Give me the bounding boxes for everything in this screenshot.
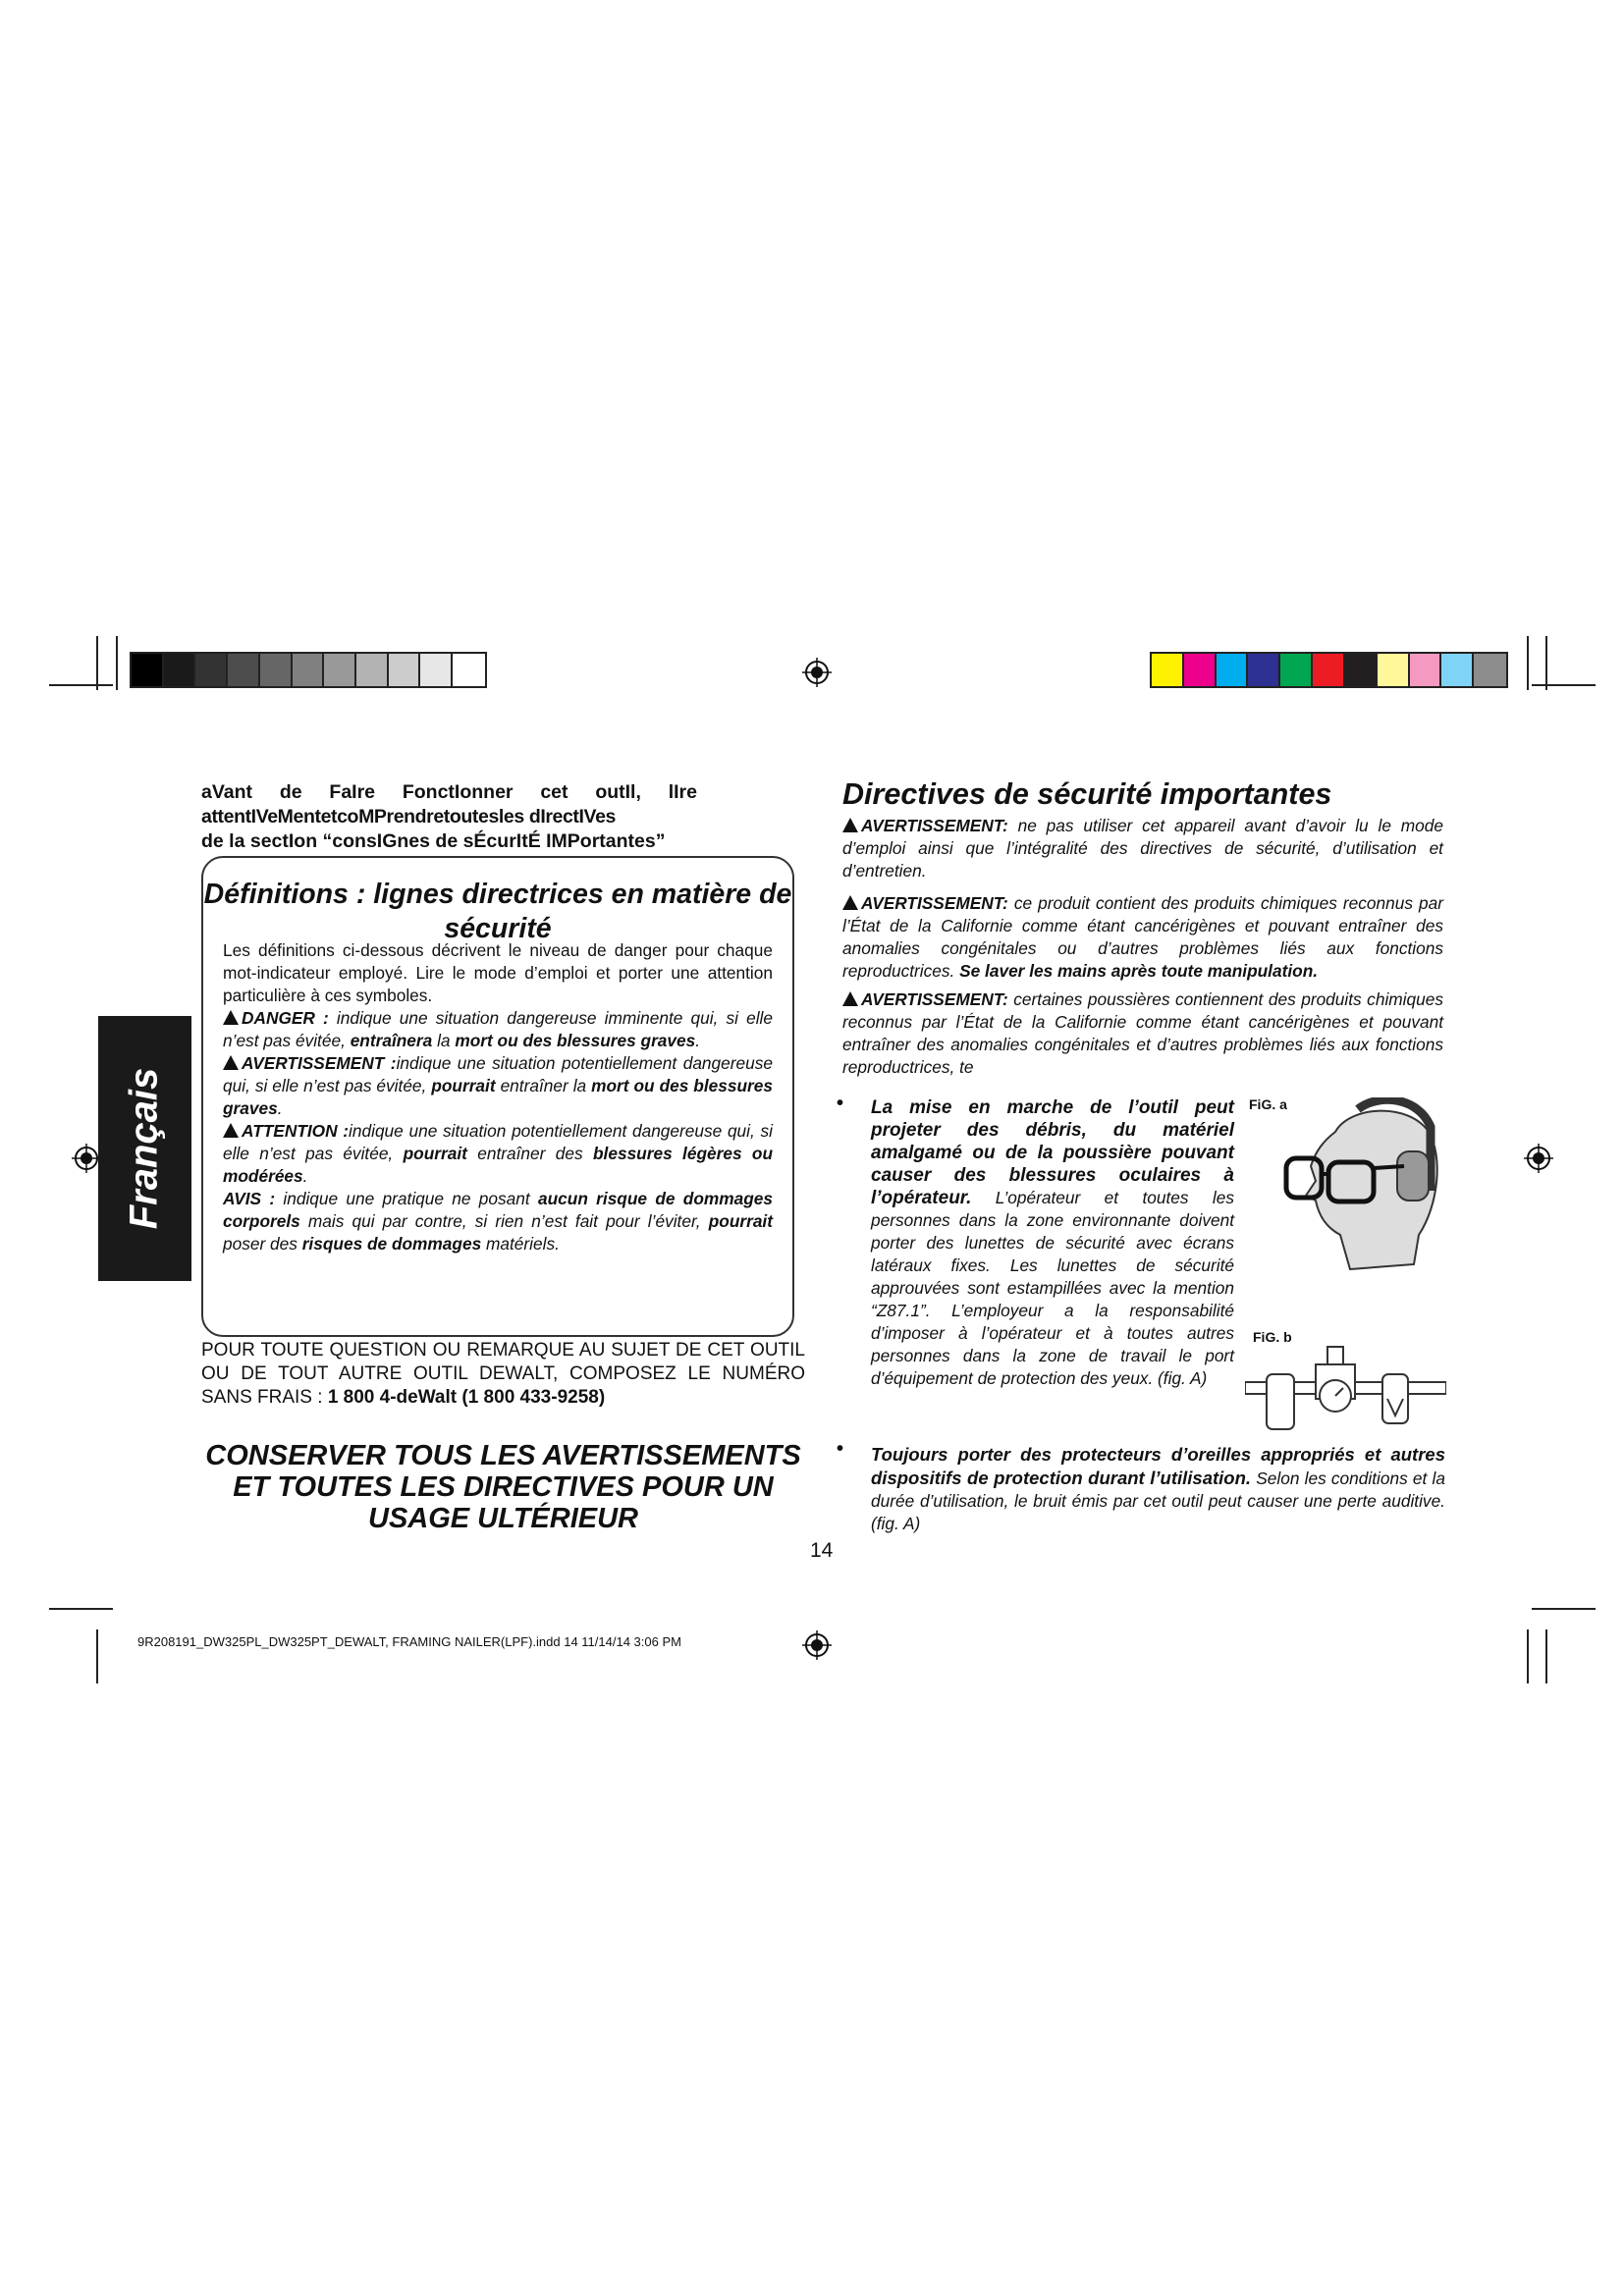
attention-text: indique une situation potentiellement dangereuse qui, si elle n’est pas évitée, [223, 1121, 773, 1163]
avertissement-text: indique une situation potentiellement dangereuse qui, si elle n’est pas évitée, [223, 1053, 773, 1095]
avis-text: mais qui par contre, si rien n’est fait pour l’éviter, [299, 1211, 709, 1231]
avertissement-bold: pourrait [431, 1076, 496, 1095]
avis-text: poser des [223, 1234, 302, 1254]
warning-label: AVERTISSEMENT: [861, 816, 1008, 835]
danger-definition [223, 1007, 773, 1052]
bullet-icon: • [837, 1093, 844, 1114]
attention-bold: blessures légères ou modérées [223, 1144, 774, 1186]
warning-3 [842, 988, 1443, 1079]
color-swatch [195, 654, 228, 686]
color-swatch [453, 654, 485, 686]
definitions-title-text: Définitions : lignes directrices en matière de sécurité [203, 879, 792, 944]
figure-b-label: FiG. b [1253, 1329, 1292, 1345]
warning-icon [223, 1010, 239, 1025]
safety-glasses-figure [1281, 1097, 1443, 1270]
color-swatch [1345, 654, 1378, 686]
danger-text: . [695, 1031, 701, 1050]
color-swatch [356, 654, 389, 686]
crop-mark [116, 636, 118, 690]
color-swatch [260, 654, 293, 686]
definitions-body [223, 939, 773, 1255]
crop-mark [1545, 1629, 1547, 1683]
left-header-word: lIre [668, 781, 697, 803]
danger-bold: mort ou des blessures graves [455, 1031, 696, 1050]
left-header-word: outIl, [595, 781, 641, 803]
color-swatch [1441, 654, 1474, 686]
attention-text: entraîner des [466, 1144, 593, 1163]
color-swatch [1248, 654, 1280, 686]
warning-icon [223, 1123, 239, 1138]
bullet-ear-protection [871, 1443, 1445, 1535]
color-swatch [1217, 654, 1249, 686]
definitions-box [201, 856, 794, 1337]
left-header [201, 780, 697, 854]
attention-text: . [302, 1166, 308, 1186]
page-number: 14 [810, 1539, 834, 1562]
warning-label: AVERTISSEMENT: [861, 989, 1008, 1009]
warning-1 [842, 815, 1443, 882]
conserver-heading: CONSERVER TOUS LES AVERTISSEMENTS ET TOUTES LES DIRECTIVES POUR UN USAGE ULTÉRIEUR [205, 1440, 801, 1534]
crop-mark [1527, 636, 1529, 690]
bullet-text: Selon les conditions et la durée d’utilisation, le bruit émis par cet outil peut causer une perte auditive. (fig. A) [871, 1468, 1445, 1533]
warning-text: ce produit contient des produits chimiques reconnus par l’État de la Californie comme étant cancérigènes et pouvant entraîner des anomalies congénitales ou d’autres problèmes liés aux fonctions reproductrices. [842, 893, 1443, 981]
warning-icon [842, 818, 858, 832]
definitions-title [203, 878, 792, 946]
avis-text: . [555, 1234, 560, 1254]
warning-bold: Se laver les mains après toute manipulation. [959, 961, 1319, 981]
crop-mark [49, 684, 113, 686]
left-header-line3: de la sectIon “consIGnes de sÉcurItÉ IMPortantes” [201, 830, 666, 852]
color-swatch [164, 654, 196, 686]
avertissement-bold: mort ou des blessures graves [223, 1076, 773, 1118]
danger-text: la [432, 1031, 456, 1050]
color-swatch [389, 654, 421, 686]
warning-icon [842, 991, 858, 1006]
danger-text: indique une situation dangereuse imminente qui, si elle n’est pas évitée, [223, 1008, 773, 1050]
color-swatch [420, 654, 453, 686]
crop-mark [1532, 1608, 1596, 1610]
color-swatch [1184, 654, 1217, 686]
definitions-intro: Les définitions ci-dessous décrivent le niveau de danger pour chaque mot-indicateur employé. Lire le mode d’emploi et porter une attention particulière à ces symboles. [223, 940, 773, 1005]
warning-icon [842, 895, 858, 910]
right-title: Directives de sécurité importantes [842, 777, 1332, 811]
avis-text: matériels [481, 1234, 556, 1254]
attention-label: ATTENTION : [242, 1121, 350, 1141]
grayscale-bar [130, 652, 487, 688]
bullet-eye-protection [871, 1096, 1234, 1390]
color-swatch [1152, 654, 1184, 686]
registration-mark-icon [1524, 1144, 1553, 1173]
danger-bold: entraînera [350, 1031, 433, 1050]
print-footer: 9R208191_DW325PL_DW325PT_DEWALT, FRAMING NAILER(LPF).indd 14 11/14/14 3:06 PM [137, 1634, 681, 1649]
phone-paragraph [201, 1339, 805, 1410]
left-header-word: FaIre [329, 781, 376, 803]
danger-label: DANGER : [242, 1008, 329, 1028]
avertissement-definition [223, 1052, 773, 1120]
crop-mark [1527, 1629, 1529, 1683]
bullet-text: L’opérateur et toutes les personnes dans la zone environnante doivent porter des lunettes de sécurité avec écrans latéraux fixes. Les lunettes de sécurité approuvées sont estampillées avec la mention “Z87.1”. L’employeur a la responsabilité d’imposer à l’opérateur et à toutes autres personnes dans la zone de travail le port d’équipement de protection des yeux. (fig. A) [871, 1188, 1234, 1388]
warning-icon [223, 1055, 239, 1070]
color-swatch [1474, 654, 1506, 686]
crop-mark [1532, 684, 1596, 686]
registration-mark-icon [72, 1144, 101, 1173]
avis-bold: pourrait [708, 1211, 773, 1231]
warning-label: AVERTISSEMENT: [861, 893, 1008, 913]
registration-mark-icon [802, 1630, 832, 1660]
crop-mark [96, 1629, 98, 1683]
bullet-bold: La mise en marche de l’outil peut projeter des débris, du matériel amalgamé ou de la poussière pouvant causer des blessures oculaires à l’opérateur. [871, 1097, 1234, 1208]
color-swatch [132, 654, 164, 686]
registration-mark-icon [802, 658, 832, 687]
language-tab-label: Français [122, 1067, 166, 1230]
avertissement-label: AVERTISSEMENT : [242, 1053, 397, 1073]
color-swatch [1280, 654, 1313, 686]
bullet-bold: Toujours porter des protecteurs d’oreilles appropriés et autres dispositifs de protection durant l’utilisation. [871, 1444, 1445, 1488]
figure-a-label: FiG. a [1249, 1096, 1287, 1112]
color-bar [1150, 652, 1508, 688]
color-swatch [1313, 654, 1345, 686]
filter-regulator-figure [1245, 1345, 1446, 1433]
phone-number: 1 800 4-deWalt (1 800 433-9258) [327, 1387, 606, 1408]
warning-text: ne pas utiliser cet appareil avant d’avoir lu le mode d’emploi ainsi que l’intégralité des directives de sécurité, d’utilisation et d’entretien. [842, 816, 1443, 881]
left-header-line1 [201, 780, 697, 805]
attention-bold: pourrait [403, 1144, 467, 1163]
crop-mark [49, 1608, 113, 1610]
avertissement-text: . [277, 1098, 283, 1118]
left-header-word: de [279, 781, 302, 803]
phone-text: POUR TOUTE QUESTION OU REMARQUE AU SUJET DE CET OUTIL OU DE TOUT AUTRE OUTIL DEWALT, COMPOSEZ LE NUMÉRO SANS FRAIS : [201, 1340, 805, 1408]
right-warnings [842, 815, 1443, 1079]
avis-text: indique une pratique ne posant [275, 1189, 538, 1208]
avis-label: AVIS : [223, 1189, 276, 1208]
left-header-word: cet [540, 781, 568, 803]
avertissement-text: entraîner la [495, 1076, 592, 1095]
crop-mark [96, 636, 98, 690]
color-swatch [228, 654, 260, 686]
avis-bold: risques de dommages [301, 1234, 482, 1254]
warning-2 [842, 892, 1443, 983]
attention-definition [223, 1120, 773, 1188]
left-header-word: FonctIonner [402, 781, 514, 803]
color-swatch [324, 654, 356, 686]
avis-definition [223, 1188, 773, 1255]
left-header-line2: attentIVeMentetcoMPrendretoutesles dIrectIVes [201, 806, 616, 828]
crop-mark [1545, 636, 1547, 690]
left-header-word: aVant [201, 781, 253, 803]
color-swatch [1378, 654, 1410, 686]
color-swatch [293, 654, 325, 686]
avis-bold: aucun risque de dommages corporels [223, 1189, 774, 1231]
bullet-icon: • [837, 1438, 844, 1460]
warning-text: certaines poussières contiennent des produits chimiques reconnus par l’État de la Californie comme étant cancérigènes et pouvant entraîner des anomalies congénitales et d’autres problèmes liés aux fonctions reproductrices, te [842, 989, 1443, 1077]
color-swatch [1410, 654, 1442, 686]
